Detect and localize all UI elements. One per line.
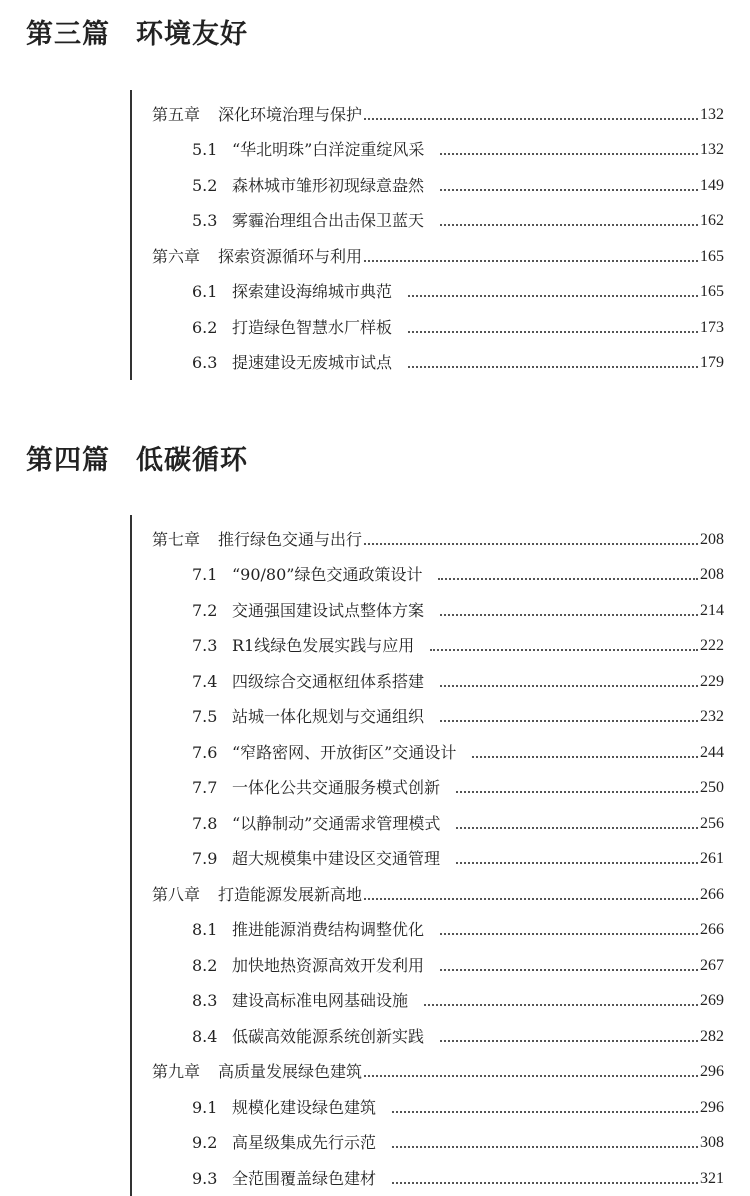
toc-section-entry[interactable] bbox=[132, 657, 724, 693]
page-number: 269 bbox=[700, 992, 724, 1009]
entry-number: 第七章 bbox=[152, 529, 201, 549]
entry-number: 7.3 bbox=[192, 636, 218, 655]
dot-leader bbox=[440, 969, 698, 971]
toc-section-entry[interactable] bbox=[132, 906, 724, 942]
entry-title: 深化环境治理与保护 bbox=[218, 104, 363, 124]
entry-title: 低碳高效能源系统创新实践 bbox=[232, 1026, 425, 1046]
toc-section-entry[interactable] bbox=[132, 1119, 724, 1155]
dot-leader bbox=[408, 366, 698, 368]
page-number: 266 bbox=[700, 921, 724, 938]
entry-number: 8.2 bbox=[192, 955, 218, 975]
entry-title: 建设高标准电网基础设施 bbox=[232, 991, 409, 1010]
page-number: 250 bbox=[700, 779, 724, 796]
entry-number: 5.3 bbox=[192, 211, 218, 230]
page-number: 132 bbox=[700, 141, 724, 158]
entry-title: 打造能源发展新高地 bbox=[218, 884, 363, 904]
entry-number: 7.9 bbox=[192, 849, 218, 868]
toc-section-entry[interactable] bbox=[132, 622, 724, 658]
page-number: 179 bbox=[700, 354, 724, 371]
entry-title: 提速建设无废城市试点 bbox=[232, 353, 393, 372]
dot-leader bbox=[364, 118, 698, 120]
entry-title: 探索资源循环与利用 bbox=[218, 246, 363, 266]
toc-chapter-entry[interactable] bbox=[132, 90, 724, 126]
entry-title: 探索建设海绵城市典范 bbox=[232, 282, 393, 301]
entry-number: 8.3 bbox=[192, 991, 218, 1010]
entry-number: 第六章 bbox=[152, 246, 201, 266]
dot-leader bbox=[456, 827, 698, 829]
dot-leader bbox=[392, 1182, 698, 1184]
part-title bbox=[26, 444, 248, 478]
dot-leader bbox=[392, 1111, 698, 1113]
dot-leader bbox=[440, 224, 698, 226]
entry-title: “90/80”绿色交通政策设计 bbox=[232, 565, 423, 584]
dot-leader bbox=[440, 933, 698, 935]
dot-leader bbox=[364, 543, 698, 545]
toc-block bbox=[130, 515, 724, 1196]
toc-chapter-entry[interactable] bbox=[132, 232, 724, 268]
page-number: 296 bbox=[700, 1098, 724, 1116]
dot-leader bbox=[440, 720, 698, 722]
dot-leader bbox=[440, 189, 698, 191]
entry-number: 第九章 bbox=[152, 1062, 201, 1081]
entry-title: 四级综合交通枢纽体系搭建 bbox=[232, 671, 425, 691]
dot-leader bbox=[472, 756, 698, 758]
part-title bbox=[26, 18, 248, 52]
toc-section-entry[interactable] bbox=[132, 1154, 724, 1190]
page-number: 308 bbox=[700, 1134, 724, 1151]
toc-chapter-entry[interactable] bbox=[132, 1048, 724, 1084]
entry-number: 9.2 bbox=[192, 1133, 218, 1152]
toc-section-entry[interactable] bbox=[132, 268, 724, 304]
entry-number: 第八章 bbox=[152, 884, 201, 904]
entry-number: 8.1 bbox=[192, 920, 218, 939]
dot-leader bbox=[408, 295, 698, 297]
toc-section-entry[interactable] bbox=[132, 303, 724, 339]
page-number: 173 bbox=[700, 318, 724, 336]
dot-leader bbox=[440, 153, 698, 155]
entry-number: 7.2 bbox=[192, 600, 218, 620]
part-number: 第四篇 bbox=[26, 445, 110, 476]
entry-number: 第五章 bbox=[152, 104, 201, 124]
page-number: 208 bbox=[700, 530, 724, 548]
dot-leader bbox=[456, 862, 698, 864]
toc-section-entry[interactable] bbox=[132, 693, 724, 729]
entry-title: 推行绿色交通与出行 bbox=[218, 529, 363, 549]
entry-title: 雾霾治理组合出击保卫蓝天 bbox=[232, 211, 425, 230]
page-number: 321 bbox=[700, 1169, 724, 1187]
dot-leader bbox=[364, 898, 698, 900]
entry-number: 7.5 bbox=[192, 707, 218, 726]
toc-section-entry[interactable] bbox=[132, 586, 724, 622]
dot-leader bbox=[438, 578, 698, 580]
dot-leader bbox=[392, 1146, 698, 1148]
toc-section-entry[interactable] bbox=[132, 835, 724, 871]
dot-leader bbox=[408, 331, 698, 333]
toc-section-entry[interactable] bbox=[132, 126, 724, 162]
entry-title: 全范围覆盖绿色建材 bbox=[232, 1168, 377, 1188]
entry-number: 6.3 bbox=[192, 353, 218, 372]
entry-title: R1线绿色发展实践与应用 bbox=[232, 636, 415, 655]
part-number: 第三篇 bbox=[26, 19, 110, 50]
entry-number: 7.1 bbox=[192, 565, 218, 584]
toc-section-entry[interactable] bbox=[132, 161, 724, 197]
page-number: 162 bbox=[700, 212, 724, 229]
toc-section-entry[interactable] bbox=[132, 1012, 724, 1048]
entry-title: 推进能源消费结构调整优化 bbox=[232, 920, 425, 939]
entry-number: 5.2 bbox=[192, 175, 218, 195]
toc-section-entry[interactable] bbox=[132, 197, 724, 233]
toc-block bbox=[130, 90, 724, 380]
dot-leader bbox=[440, 614, 698, 616]
dot-leader bbox=[456, 791, 698, 793]
page-number: 266 bbox=[700, 885, 724, 903]
entry-title: 交通强国建设试点整体方案 bbox=[232, 600, 425, 620]
dot-leader bbox=[430, 649, 698, 651]
dot-leader bbox=[424, 1004, 698, 1006]
page-number: 232 bbox=[700, 708, 724, 725]
toc-section-entry[interactable] bbox=[132, 1083, 724, 1119]
entry-title: 加快地热资源高效开发利用 bbox=[232, 955, 425, 975]
entry-title: “窄路密网、开放街区”交通设计 bbox=[232, 742, 457, 762]
entry-number: 9.1 bbox=[192, 1097, 218, 1117]
page-number: 208 bbox=[700, 566, 724, 583]
entry-title: 森林城市雏形初现绿意盎然 bbox=[232, 175, 425, 195]
entry-title: 站城一体化规划与交通组织 bbox=[232, 707, 425, 726]
toc-section-entry[interactable] bbox=[132, 551, 724, 587]
page-number: 229 bbox=[700, 672, 724, 690]
entry-title: 超大规模集中建设区交通管理 bbox=[232, 849, 441, 868]
entry-title: “华北明珠”白洋淀重绽风采 bbox=[232, 140, 425, 159]
entry-title: 高质量发展绿色建筑 bbox=[218, 1062, 363, 1081]
page-number: 149 bbox=[700, 176, 724, 194]
entry-title: 打造绿色智慧水厂样板 bbox=[232, 317, 393, 337]
toc-section-entry[interactable] bbox=[132, 339, 724, 375]
entry-number: 8.4 bbox=[192, 1026, 218, 1046]
entry-number: 6.1 bbox=[192, 282, 218, 301]
toc-section-entry[interactable] bbox=[132, 977, 724, 1013]
entry-title: 高星级集成先行示范 bbox=[232, 1133, 377, 1152]
page-number: 261 bbox=[700, 850, 724, 867]
dot-leader bbox=[440, 685, 698, 687]
entry-number: 7.6 bbox=[192, 742, 218, 762]
part-name: 环境友好 bbox=[136, 19, 248, 50]
entry-number: 6.2 bbox=[192, 317, 218, 337]
entry-number: 5.1 bbox=[192, 140, 218, 159]
page-number: 256 bbox=[700, 814, 724, 832]
page-number: 132 bbox=[700, 105, 724, 123]
entry-number: 9.3 bbox=[192, 1168, 218, 1188]
entry-title: “以静制动”交通需求管理模式 bbox=[232, 813, 441, 833]
page-number: 282 bbox=[700, 1027, 724, 1045]
page-number: 296 bbox=[700, 1063, 724, 1080]
page-number: 244 bbox=[700, 743, 724, 761]
page-number: 165 bbox=[700, 283, 724, 300]
toc-section-entry[interactable] bbox=[132, 728, 724, 764]
toc-chapter-entry[interactable] bbox=[132, 870, 724, 906]
page-number: 214 bbox=[700, 601, 724, 619]
toc-section-entry[interactable] bbox=[132, 799, 724, 835]
dot-leader bbox=[364, 1075, 698, 1077]
toc-chapter-entry[interactable] bbox=[132, 515, 724, 551]
toc-section-entry[interactable] bbox=[132, 764, 724, 800]
entry-number: 7.8 bbox=[192, 813, 218, 833]
part-name: 低碳循环 bbox=[136, 445, 248, 476]
page-number: 267 bbox=[700, 956, 724, 974]
toc-section-entry[interactable] bbox=[132, 941, 724, 977]
entry-title: 规模化建设绿色建筑 bbox=[232, 1097, 377, 1117]
dot-leader bbox=[440, 1040, 698, 1042]
page-number: 165 bbox=[700, 247, 724, 265]
dot-leader bbox=[364, 260, 698, 262]
entry-number: 7.7 bbox=[192, 778, 218, 797]
entry-number: 7.4 bbox=[192, 671, 218, 691]
page-number: 222 bbox=[700, 637, 724, 654]
entry-title: 一体化公共交通服务模式创新 bbox=[232, 778, 441, 797]
